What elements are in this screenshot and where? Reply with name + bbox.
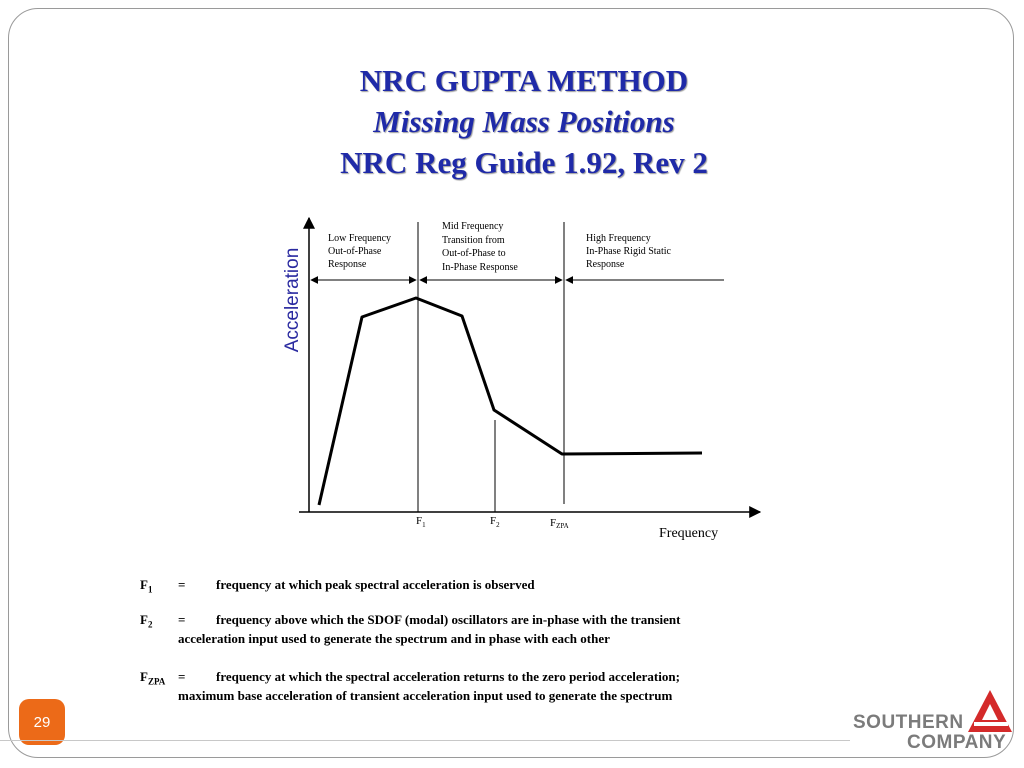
definition-equals: = xyxy=(178,669,186,684)
marker-f2-base: F xyxy=(490,515,497,527)
definition-symbol xyxy=(140,669,165,687)
marker-fzpa xyxy=(550,517,569,530)
definition-symbol xyxy=(140,612,152,630)
definition-text-continued: maximum base acceleration of transient acceleration input used to generate the spectrum xyxy=(178,688,673,703)
marker-fzpa-sub: ZPA xyxy=(556,522,569,530)
definition-text: frequency at which the spectral acceleration returns to the zero period acceleration; xyxy=(216,669,680,684)
region-mid-label xyxy=(442,221,518,273)
title-line-2: Missing Mass Positions xyxy=(373,104,675,139)
region-mid-line: Mid Frequency xyxy=(442,221,504,232)
definition-symbol-sub: 1 xyxy=(147,584,153,595)
definition-symbol-base: F xyxy=(140,669,148,684)
definition-symbol-sub: 2 xyxy=(147,619,153,630)
page-number-badge xyxy=(19,699,65,745)
spectrum-curve xyxy=(319,298,702,505)
definition-equals: = xyxy=(178,612,186,627)
definition-symbol-base: F xyxy=(140,612,148,627)
y-axis-label: Acceleration xyxy=(282,247,303,353)
marker-f1-base: F xyxy=(416,515,423,527)
region-mid-line: In-Phase Response xyxy=(442,262,518,273)
region-low-line: Out-of-Phase xyxy=(328,246,382,257)
definition-text-continued: acceleration input used to generate the spectrum and in phase with each other xyxy=(178,631,610,646)
definition-symbol-base: F xyxy=(140,577,148,592)
region-high-line: Response xyxy=(586,259,625,270)
region-high-line: High Frequency xyxy=(586,233,651,244)
x-axis-label: Frequency xyxy=(659,526,719,541)
region-low-label xyxy=(328,233,391,270)
region-low-line: Response xyxy=(328,259,367,270)
logo-word-southern: SOUTHERN xyxy=(853,712,964,733)
logo-word-company: COMPANY xyxy=(907,732,1007,753)
marker-f2 xyxy=(490,515,500,529)
marker-fzpa-base: F xyxy=(550,517,557,529)
marker-f1 xyxy=(416,515,426,529)
definition-symbol-sub: ZPA xyxy=(147,676,166,687)
marker-f2-sub: 2 xyxy=(496,521,500,529)
definition-symbol xyxy=(140,577,152,595)
title-line-1: NRC GUPTA METHOD xyxy=(359,63,689,98)
region-high-label xyxy=(586,233,672,270)
definition-equals: = xyxy=(178,577,186,592)
region-low-line: Low Frequency xyxy=(328,233,392,244)
region-mid-line: Transition from xyxy=(442,235,505,246)
marker-f1-sub: 1 xyxy=(422,521,426,529)
definition-text: frequency above which the SDOF (modal) oscillators are in-phase with the transient xyxy=(216,612,681,627)
southern-company-logo xyxy=(850,688,1022,758)
footer-divider xyxy=(0,740,850,741)
page-number: 29 xyxy=(33,713,51,731)
logo-triangle-icon xyxy=(968,688,1018,738)
definition-text: frequency at which peak spectral acceleration is observed xyxy=(216,577,535,592)
region-high-line: In-Phase Rigid Static xyxy=(586,246,671,257)
region-mid-line: Out-of-Phase to xyxy=(442,248,506,259)
title-line-3: NRC Reg Guide 1.92, Rev 2 xyxy=(340,145,708,180)
